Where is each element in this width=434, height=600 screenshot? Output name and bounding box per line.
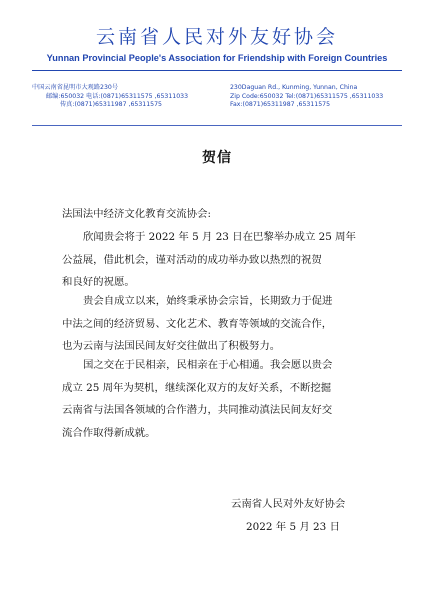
contact-cn-address: 中国云南省昆明市大观路230号 [32, 84, 119, 91]
document-title: 贺信 [202, 150, 232, 166]
signature-date: 2022 年 5 月 23 日 [246, 521, 340, 533]
letterhead-contact-cn [32, 84, 188, 110]
paragraph-line: 贵会自成立以来，始终秉承协会宗旨，长期致力于促进 [83, 295, 333, 307]
contact-cn-postcode-phone: 邮编:650032 电话:(0871)65311575 ,65311033 [46, 92, 189, 100]
contact-cn-fax: 传真:(0871)65311987 ,65311575 [60, 101, 162, 109]
paragraph-line: 流合作取得新成就。 [62, 426, 156, 439]
letterhead-name-cn: 云南省人民对外友好协会 [95, 26, 338, 48]
contact-en-fax: Fax:(0871)65311987 ,65311575 [230, 101, 331, 109]
paragraph-line: 公益展，借此机会，谨对活动的成功举办致以热烈的祝贺 [62, 253, 322, 266]
paragraph-line: 国之交在于民相亲，民相亲在于心相通。我会愿以贵会 [83, 359, 333, 371]
salutation: 法国法中经济文化教育交流协会: [62, 208, 211, 220]
paragraph-line: 欣闻贵会将于 2022 年 5 月 23 日在巴黎举办成立 25 周年 [83, 231, 356, 243]
signature-organization: 云南省人民对外友好协会 [231, 498, 346, 510]
letterhead-contact-en [230, 84, 383, 110]
contact-en-address: 230Daguan Rd., Kunming, Yunnan, China [230, 84, 358, 91]
paragraph-2 [62, 290, 372, 358]
paragraph-line: 成立 25 周年为契机，继续深化双方的友好关系，不断挖掘 [62, 381, 332, 394]
paragraph-1 [62, 226, 372, 294]
letterhead-name-en: Yunnan Provincial People's Association for Friendship with Foreign Countries [46, 53, 388, 63]
paragraph-3 [62, 354, 372, 444]
paragraph-line: 云南省与法国各领域的合作潜力，共同推动滇法民间友好交 [62, 404, 333, 416]
letterhead-bottom-rule [32, 125, 402, 126]
paragraph-line: 也为云南与法国民间友好交往做出了积极努力。 [62, 340, 281, 352]
contact-en-postcode-phone: Zip Code:650032 Tel:(0871)65311575 ,65311033 [230, 92, 384, 100]
paragraph-line: 和良好的祝愿。 [62, 276, 135, 288]
paragraph-line: 中法之间的经济贸易、文化艺术、教育等领域的交流合作， [62, 317, 333, 330]
letterhead-top-rule [32, 70, 402, 71]
